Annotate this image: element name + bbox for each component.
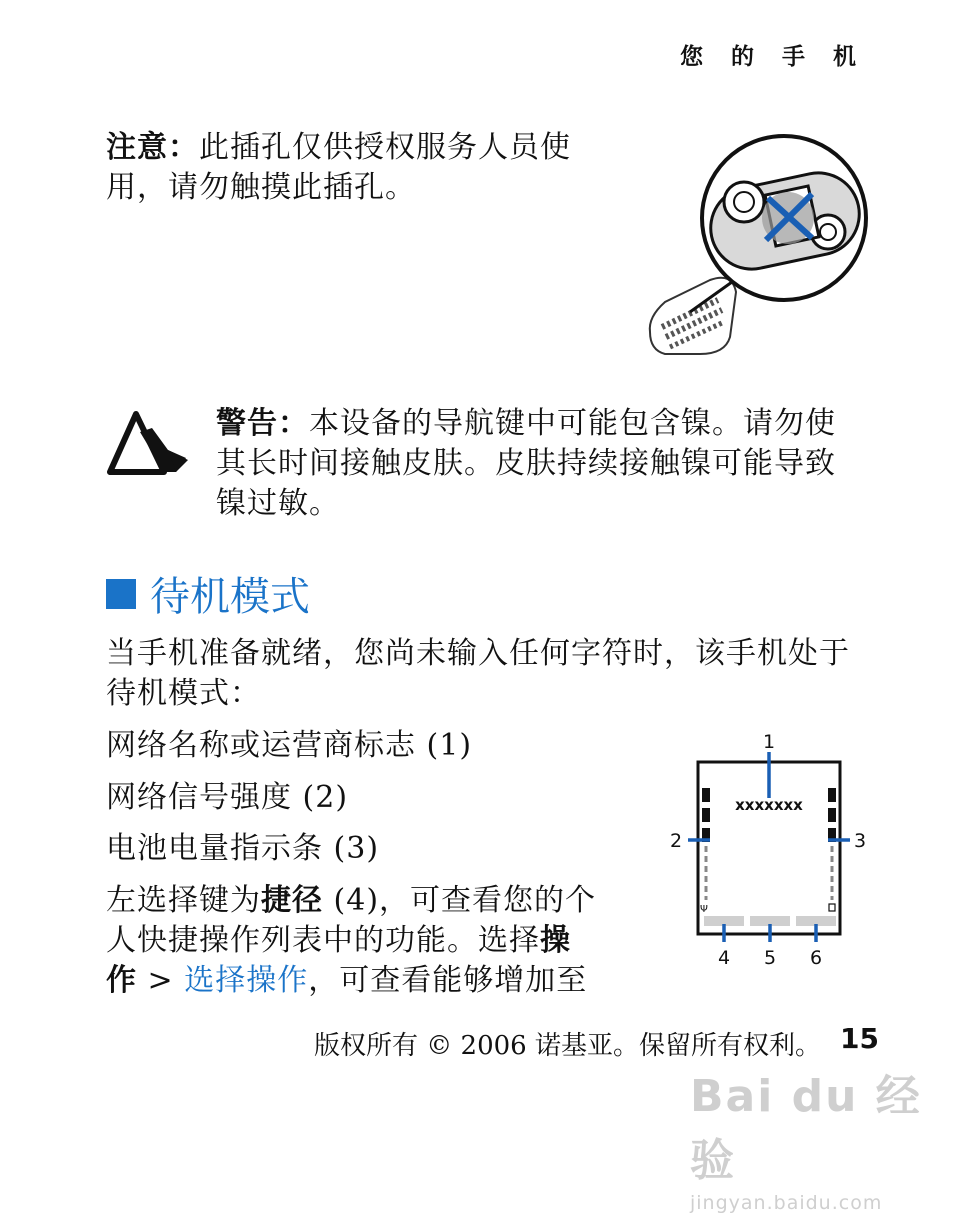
copyright-footer: 版权所有 © 2006 诺基亚。保留所有权利。 [314, 1031, 821, 1061]
shortcut-text-1a: 左选择键为 [106, 883, 261, 918]
callout-1: 1 [762, 731, 776, 753]
operator-name-text: xxxxxxx [735, 796, 803, 814]
page-header: 您 的 手 机 [679, 44, 866, 70]
shortcut-text-3d: ，可查看能够增加至 [308, 963, 588, 998]
intro-line-2: 待机模式： [106, 676, 261, 711]
callout-6: 6 [809, 947, 823, 969]
warning-icon [106, 410, 190, 476]
shortcut-text-2a: 人快捷操作列表中的功能。选择 [106, 923, 540, 958]
shortcut-paragraph [106, 881, 626, 1001]
shortcut-arrow: > [137, 963, 185, 998]
connector-illustration [640, 132, 872, 364]
standby-item-3: 电池电量指示条 (3) [106, 831, 380, 866]
callout-5: 5 [763, 947, 777, 969]
shortcut-options-term-a: 操 [540, 923, 571, 958]
intro-line-1: 当手机准备就绪，您尚未输入任何字符时，该手机处于 [106, 636, 850, 671]
svg-text:Ψ: Ψ [700, 904, 708, 915]
warning-line-3: 镍过敏。 [216, 486, 340, 521]
page-number: 15 [840, 1022, 879, 1055]
callout-2: 2 [669, 830, 683, 852]
shortcut-text-1c: (4)，可查看您的个 [323, 883, 597, 918]
standby-item-2: 网络信号强度 (2) [106, 780, 349, 815]
warning-line-2: 其长时间接触皮肤。皮肤持续接触镍可能导致 [216, 446, 836, 481]
warning-paragraph [216, 404, 896, 524]
warning-label: 警告： [216, 406, 309, 441]
callout-3: 3 [853, 830, 867, 852]
section-title: 待机模式 [150, 574, 310, 620]
note-line-2: 用，请勿触摸此插孔。 [106, 170, 416, 205]
section-heading [106, 565, 310, 622]
watermark-url: jingyan.baidu.com [690, 1192, 883, 1214]
warning-line-1: 本设备的导航键中可能包含镍。请勿使 [309, 406, 836, 441]
shortcut-options-term-b: 作 [106, 963, 137, 998]
watermark-brand: Bai du 经验 [690, 1071, 922, 1186]
note-paragraph [106, 128, 626, 208]
intro-paragraph [106, 634, 906, 714]
standby-item-1: 网络名称或运营商标志 (1) [106, 728, 473, 763]
select-options-link[interactable]: 选择操作 [184, 963, 309, 998]
note-label: 注意： [106, 130, 199, 165]
heading-square-icon [106, 579, 136, 609]
shortcut-term: 捷径 [261, 883, 323, 918]
standby-screen-diagram [664, 728, 874, 974]
note-line-1: 此插孔仅供授权服务人员使 [199, 130, 571, 165]
callout-4: 4 [717, 947, 731, 969]
baidu-watermark [690, 1060, 964, 1214]
